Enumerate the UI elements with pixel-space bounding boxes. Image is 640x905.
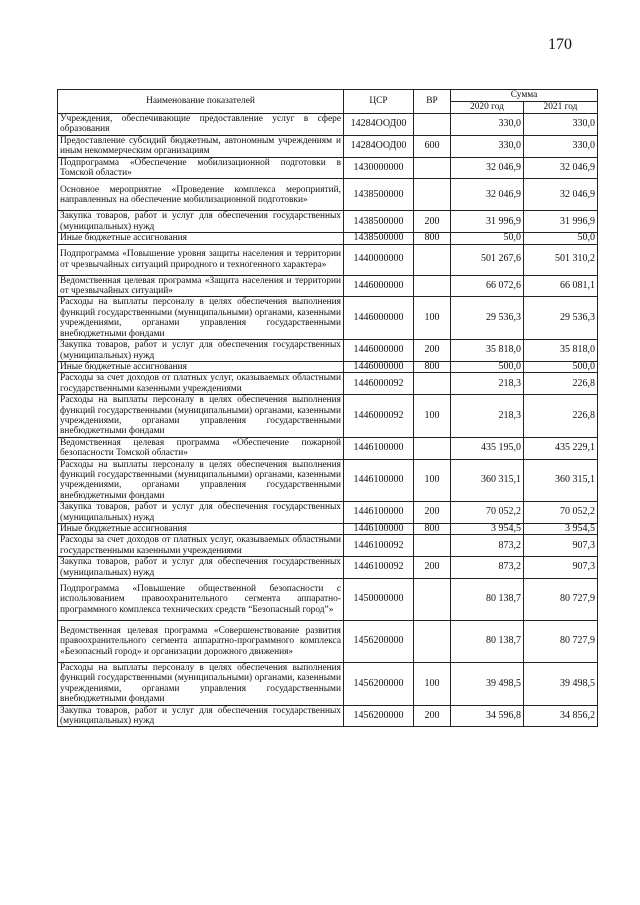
row-name-cell: Расходы на выплаты персоналу в целях обеспечения выполнения функций государственными (муниципальными) органами, казенными учреждениями, органами управления государственными внебюджетными фондами bbox=[58, 395, 344, 438]
row-csr-cell: 1446100092 bbox=[344, 535, 414, 557]
row-value-2020-cell: 500,0 bbox=[451, 361, 524, 372]
row-value-2020-cell: 32 046,9 bbox=[451, 179, 524, 211]
row-name-cell: Закупка товаров, работ и услуг для обеспечения государственных (муниципальных) нужд bbox=[58, 557, 344, 579]
row-value-2020-cell: 70 052,2 bbox=[451, 502, 524, 524]
table-row bbox=[58, 395, 598, 438]
header-year-2020: 2020 год bbox=[451, 102, 524, 114]
row-value-2021-cell: 50,0 bbox=[524, 233, 598, 244]
table-row bbox=[58, 233, 598, 244]
row-value-2020-cell: 80 138,7 bbox=[451, 621, 524, 663]
row-value-2021-cell: 907,3 bbox=[524, 557, 598, 579]
row-vr-cell bbox=[414, 244, 451, 275]
row-csr-cell: 1456200000 bbox=[344, 663, 414, 706]
row-value-2021-cell: 39 498,5 bbox=[524, 663, 598, 706]
row-value-2020-cell: 34 596,8 bbox=[451, 705, 524, 727]
table-row bbox=[58, 373, 598, 395]
row-value-2021-cell: 32 046,9 bbox=[524, 179, 598, 211]
row-name-cell: Подпрограмма «Повышение уровня защиты населения и территории от чрезвычайных ситуаций природного и техногенного характера» bbox=[58, 244, 344, 275]
row-value-2020-cell: 330,0 bbox=[451, 135, 524, 157]
table-row bbox=[58, 135, 598, 157]
row-name-cell: Подпрограмма «Обеспечение мобилизационной подготовки в Томской области» bbox=[58, 157, 344, 179]
table-row bbox=[58, 459, 598, 502]
row-name-cell: Закупка товаров, работ и услуг для обеспечения государственных (муниципальных) нужд bbox=[58, 340, 344, 362]
table-row bbox=[58, 297, 598, 340]
row-value-2021-cell: 35 818,0 bbox=[524, 340, 598, 362]
row-name-cell: Подпрограмма «Повышение общественной безопасности с использованием правоохранительного сегмента аппаратно-программного комплекса технических средств “Безопасный город”» bbox=[58, 579, 344, 621]
row-value-2020-cell: 218,3 bbox=[451, 373, 524, 395]
row-csr-cell: 1438500000 bbox=[344, 179, 414, 211]
row-name-cell: Ведомственная целевая программа «Обеспечение пожарной безопасности Томской области» bbox=[58, 437, 344, 459]
header-name: Наименование показателей bbox=[58, 90, 344, 114]
row-value-2020-cell: 29 536,3 bbox=[451, 297, 524, 340]
table-row bbox=[58, 621, 598, 663]
row-value-2020-cell: 873,2 bbox=[451, 557, 524, 579]
page-number: 170 bbox=[548, 36, 572, 53]
row-value-2021-cell: 500,0 bbox=[524, 361, 598, 372]
row-csr-cell: 1446000092 bbox=[344, 395, 414, 438]
row-csr-cell: 1446100000 bbox=[344, 502, 414, 524]
row-vr-cell bbox=[414, 157, 451, 179]
table-row bbox=[58, 535, 598, 557]
row-value-2021-cell: 70 052,2 bbox=[524, 502, 598, 524]
row-name-cell: Ведомственная целевая программа «Защита населения и территории от чрезвычайных ситуаций» bbox=[58, 275, 344, 297]
row-csr-cell: 1446000092 bbox=[344, 373, 414, 395]
row-csr-cell: 1440000000 bbox=[344, 244, 414, 275]
row-csr-cell: 1446000000 bbox=[344, 361, 414, 372]
row-value-2021-cell: 80 727,9 bbox=[524, 621, 598, 663]
row-value-2021-cell: 34 856,2 bbox=[524, 705, 598, 727]
table-row bbox=[58, 663, 598, 706]
row-value-2020-cell: 31 996,9 bbox=[451, 211, 524, 233]
budget-table bbox=[57, 89, 598, 727]
row-csr-cell: 1446100000 bbox=[344, 437, 414, 459]
row-value-2020-cell: 50,0 bbox=[451, 233, 524, 244]
table-row bbox=[58, 579, 598, 621]
row-vr-cell: 200 bbox=[414, 502, 451, 524]
row-value-2021-cell: 66 081,1 bbox=[524, 275, 598, 297]
row-name-cell: Расходы на выплаты персоналу в целях обеспечения выполнения функций государственными (муниципальными) органами, казенными учреждениями, органами управления государственными внебюджетными фондами bbox=[58, 459, 344, 502]
row-vr-cell bbox=[414, 437, 451, 459]
header-csr: ЦСР bbox=[344, 90, 414, 114]
row-csr-cell: 1446100000 bbox=[344, 459, 414, 502]
row-value-2020-cell: 330,0 bbox=[451, 114, 524, 136]
row-vr-cell: 800 bbox=[414, 361, 451, 372]
table-row bbox=[58, 557, 598, 579]
row-csr-cell: 14284ООД00 bbox=[344, 114, 414, 136]
row-name-cell: Закупка товаров, работ и услуг для обеспечения государственных (муниципальных) нужд bbox=[58, 705, 344, 727]
row-vr-cell: 200 bbox=[414, 705, 451, 727]
row-csr-cell: 1446000000 bbox=[344, 275, 414, 297]
row-value-2021-cell: 29 536,3 bbox=[524, 297, 598, 340]
row-value-2021-cell: 226,8 bbox=[524, 395, 598, 438]
row-csr-cell: 1456200000 bbox=[344, 705, 414, 727]
table-row bbox=[58, 437, 598, 459]
row-vr-cell: 100 bbox=[414, 297, 451, 340]
row-vr-cell: 200 bbox=[414, 557, 451, 579]
row-value-2020-cell: 35 818,0 bbox=[451, 340, 524, 362]
row-vr-cell: 200 bbox=[414, 211, 451, 233]
row-name-cell: Закупка товаров, работ и услуг для обеспечения государственных (муниципальных) нужд bbox=[58, 211, 344, 233]
table-row bbox=[58, 275, 598, 297]
table-row bbox=[58, 361, 598, 372]
row-csr-cell: 1446100000 bbox=[344, 524, 414, 535]
row-name-cell: Иные бюджетные ассигнования bbox=[58, 233, 344, 244]
row-value-2021-cell: 435 229,1 bbox=[524, 437, 598, 459]
table-row bbox=[58, 157, 598, 179]
row-name-cell: Основное мероприятие «Проведение комплекса мероприятий, направленных на обеспечение мобилизационной подготовки» bbox=[58, 179, 344, 211]
row-value-2021-cell: 31 996,9 bbox=[524, 211, 598, 233]
row-vr-cell: 800 bbox=[414, 524, 451, 535]
table-row bbox=[58, 502, 598, 524]
row-csr-cell: 1446000000 bbox=[344, 297, 414, 340]
table-row bbox=[58, 179, 598, 211]
table-row bbox=[58, 705, 598, 727]
row-value-2021-cell: 330,0 bbox=[524, 114, 598, 136]
table-row bbox=[58, 524, 598, 535]
row-vr-cell: 600 bbox=[414, 135, 451, 157]
row-name-cell: Расходы на выплаты персоналу в целях обеспечения выполнения функций государственными (муниципальными) органами, казенными учреждениями, органами управления государственными внебюджетными фондами bbox=[58, 663, 344, 706]
row-name-cell: Учреждения, обеспечивающие предоставление услуг в сфере образования bbox=[58, 114, 344, 136]
row-name-cell: Ведомственная целевая программа «Совершенствование развития правоохранительного сегмента аппаратно-программного комплекса «Безопасный город» и организации дорожного движения» bbox=[58, 621, 344, 663]
row-vr-cell bbox=[414, 535, 451, 557]
row-csr-cell: 1446100092 bbox=[344, 557, 414, 579]
row-vr-cell: 200 bbox=[414, 340, 451, 362]
row-vr-cell: 100 bbox=[414, 459, 451, 502]
row-value-2021-cell: 226,8 bbox=[524, 373, 598, 395]
row-value-2020-cell: 39 498,5 bbox=[451, 663, 524, 706]
table-header bbox=[58, 90, 598, 114]
table-row bbox=[58, 340, 598, 362]
header-vr: ВР bbox=[414, 90, 451, 114]
header-sum: Сумма bbox=[451, 90, 598, 102]
row-vr-cell bbox=[414, 621, 451, 663]
table-row bbox=[58, 114, 598, 136]
row-vr-cell bbox=[414, 114, 451, 136]
row-csr-cell: 1450000000 bbox=[344, 579, 414, 621]
row-name-cell: Иные бюджетные ассигнования bbox=[58, 361, 344, 372]
table-row bbox=[58, 244, 598, 275]
row-value-2021-cell: 32 046,9 bbox=[524, 157, 598, 179]
row-vr-cell bbox=[414, 275, 451, 297]
row-csr-cell: 1438500000 bbox=[344, 233, 414, 244]
row-name-cell: Расходы на выплаты персоналу в целях обеспечения выполнения функций государственными (муниципальными) органами, казенными учреждениями, органами управления государственными внебюджетными фондами bbox=[58, 297, 344, 340]
row-vr-cell bbox=[414, 373, 451, 395]
row-name-cell: Расходы за счет доходов от платных услуг, оказываемых областными государственными казенными учреждениями bbox=[58, 373, 344, 395]
row-name-cell: Расходы за счет доходов от платных услуг, оказываемых областными государственными казенными учреждениями bbox=[58, 535, 344, 557]
row-value-2020-cell: 66 072,6 bbox=[451, 275, 524, 297]
row-vr-cell bbox=[414, 579, 451, 621]
row-value-2021-cell: 501 310,2 bbox=[524, 244, 598, 275]
row-vr-cell: 100 bbox=[414, 395, 451, 438]
row-value-2021-cell: 907,3 bbox=[524, 535, 598, 557]
row-csr-cell: 1438500000 bbox=[344, 211, 414, 233]
header-year-2021: 2021 год bbox=[524, 102, 598, 114]
row-csr-cell: 1430000000 bbox=[344, 157, 414, 179]
row-value-2020-cell: 360 315,1 bbox=[451, 459, 524, 502]
row-value-2021-cell: 80 727,9 bbox=[524, 579, 598, 621]
row-name-cell: Закупка товаров, работ и услуг для обеспечения государственных (муниципальных) нужд bbox=[58, 502, 344, 524]
row-value-2021-cell: 360 315,1 bbox=[524, 459, 598, 502]
row-csr-cell: 1456200000 bbox=[344, 621, 414, 663]
row-name-cell: Предоставление субсидий бюджетным, автономным учреждениям и иным некоммерческим организациям bbox=[58, 135, 344, 157]
row-value-2020-cell: 80 138,7 bbox=[451, 579, 524, 621]
row-value-2021-cell: 330,0 bbox=[524, 135, 598, 157]
row-value-2020-cell: 218,3 bbox=[451, 395, 524, 438]
table-row bbox=[58, 211, 598, 233]
row-csr-cell: 14284ООД00 bbox=[344, 135, 414, 157]
row-vr-cell: 800 bbox=[414, 233, 451, 244]
table-body bbox=[58, 114, 598, 727]
row-value-2020-cell: 501 267,6 bbox=[451, 244, 524, 275]
row-value-2020-cell: 32 046,9 bbox=[451, 157, 524, 179]
row-value-2020-cell: 3 954,5 bbox=[451, 524, 524, 535]
row-vr-cell bbox=[414, 179, 451, 211]
row-csr-cell: 1446000000 bbox=[344, 340, 414, 362]
row-value-2021-cell: 3 954,5 bbox=[524, 524, 598, 535]
row-name-cell: Иные бюджетные ассигнования bbox=[58, 524, 344, 535]
row-vr-cell: 100 bbox=[414, 663, 451, 706]
row-value-2020-cell: 873,2 bbox=[451, 535, 524, 557]
row-value-2020-cell: 435 195,0 bbox=[451, 437, 524, 459]
